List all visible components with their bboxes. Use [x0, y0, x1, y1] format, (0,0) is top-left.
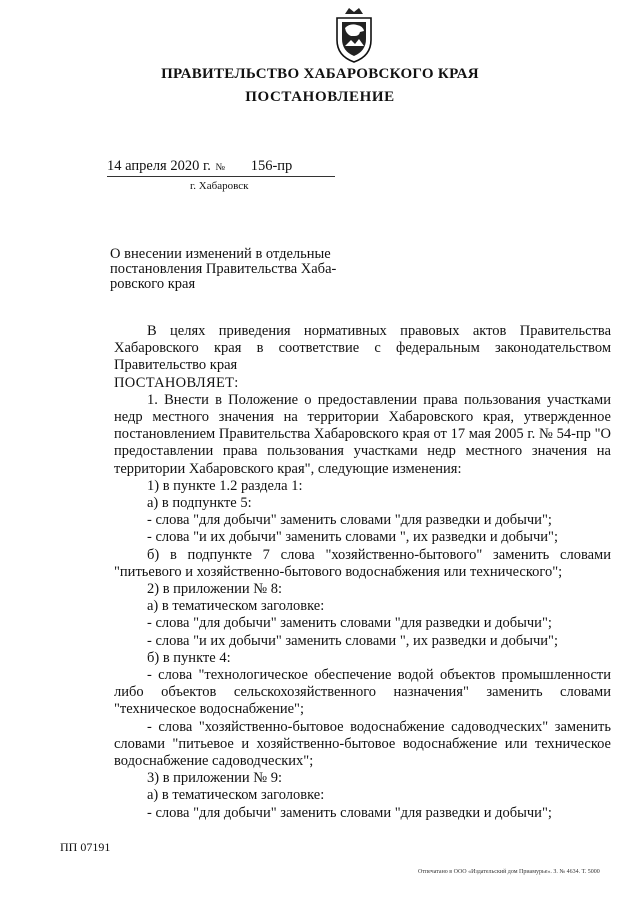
body-paragraph: а) в тематическом заголовке: — [147, 787, 325, 804]
date-number-line — [107, 158, 335, 175]
document-code: ПП 07191 — [60, 840, 111, 854]
city: г. Хабаровск — [190, 180, 249, 192]
date-underline — [107, 176, 335, 177]
preamble-paragraph: В целях приведения нормативных правовых актов Правительства Хабаровского края в соответствие с федеральным законодательством Правительство края — [114, 323, 611, 374]
document-date: 14 апреля 2020 г. — [107, 158, 211, 174]
body-paragraph: - слова "и их добычи" заменить словами ", их разведки и добычи"; — [147, 632, 558, 649]
document-subject — [110, 247, 360, 292]
body-paragraph: а) в подпункте 5: — [147, 495, 252, 512]
organization-title: ПРАВИТЕЛЬСТВО ХАБАРОВСКОГО КРАЯ — [161, 66, 479, 82]
body-paragraph: - слова "для добычи" заменить словами "для разведки и добычи"; — [147, 512, 552, 529]
body-paragraph: а) в тематическом заголовке: — [147, 598, 325, 615]
subject-line: постановления Правительства Хаба- — [110, 261, 337, 277]
body-paragraph: 1. Внести в Положение о предоставлении права пользования участками недр местного значения на территории Хабаровского края, утвержденное постановлением Правительства Хабаровского края от 17 мая 2005 г. № 54-пр "О предоставлении права пользования участками недр местного значения на территории Хабаровского края", следующие изменения: — [114, 391, 611, 477]
subject-line: ровского края — [110, 276, 196, 292]
document-number: 156-пр — [250, 158, 293, 174]
body-paragraph: - слова "технологическое обеспечение водой объектов промышленности либо объектов сельскохозяйственного назначения" заменить словами "техническое водоснабжение"; — [114, 667, 611, 718]
body-paragraph: 2) в приложении № 8: — [147, 581, 282, 598]
body-paragraph: - слова "для добычи" заменить словами "для разведки и добычи"; — [147, 615, 552, 632]
document-body — [114, 323, 611, 822]
body-paragraph: б) в подпункте 7 слова "хозяйственно-бытового" заменить словами "питьевого и хозяйственно-бытового водоснабжения или технического"; — [114, 546, 611, 580]
print-info: Отпечатано в ООО «Издательский дом Приамурье». З. № 4634. Т. 5000 — [418, 869, 600, 875]
decree-word: ПОСТАНОВЛЯЕТ: — [114, 374, 239, 391]
body-paragraph: б) в пункте 4: — [147, 649, 231, 666]
body-paragraph: - слова "для добычи" заменить словами "для разведки и добычи"; — [147, 804, 552, 821]
subject-line: О внесении изменений в отдельные — [110, 246, 331, 262]
body-paragraph: - слова "хозяйственно-бытовое водоснабжение садоводческих" заменить словами "питьевое и хозяйственно-бытовое водоснабжение или техническое водоснабжение садоводческих"; — [114, 718, 611, 770]
document-type: ПОСТАНОВЛЕНИЕ — [245, 89, 395, 105]
body-paragraph: 3) в приложении № 9: — [147, 770, 282, 787]
coat-of-arms-icon — [333, 6, 375, 64]
number-sign: № — [215, 162, 226, 173]
body-paragraph: - слова "и их добычи" заменить словами ", их разведки и добычи"; — [147, 529, 558, 546]
body-paragraph: 1) в пункте 1.2 раздела 1: — [147, 477, 303, 494]
